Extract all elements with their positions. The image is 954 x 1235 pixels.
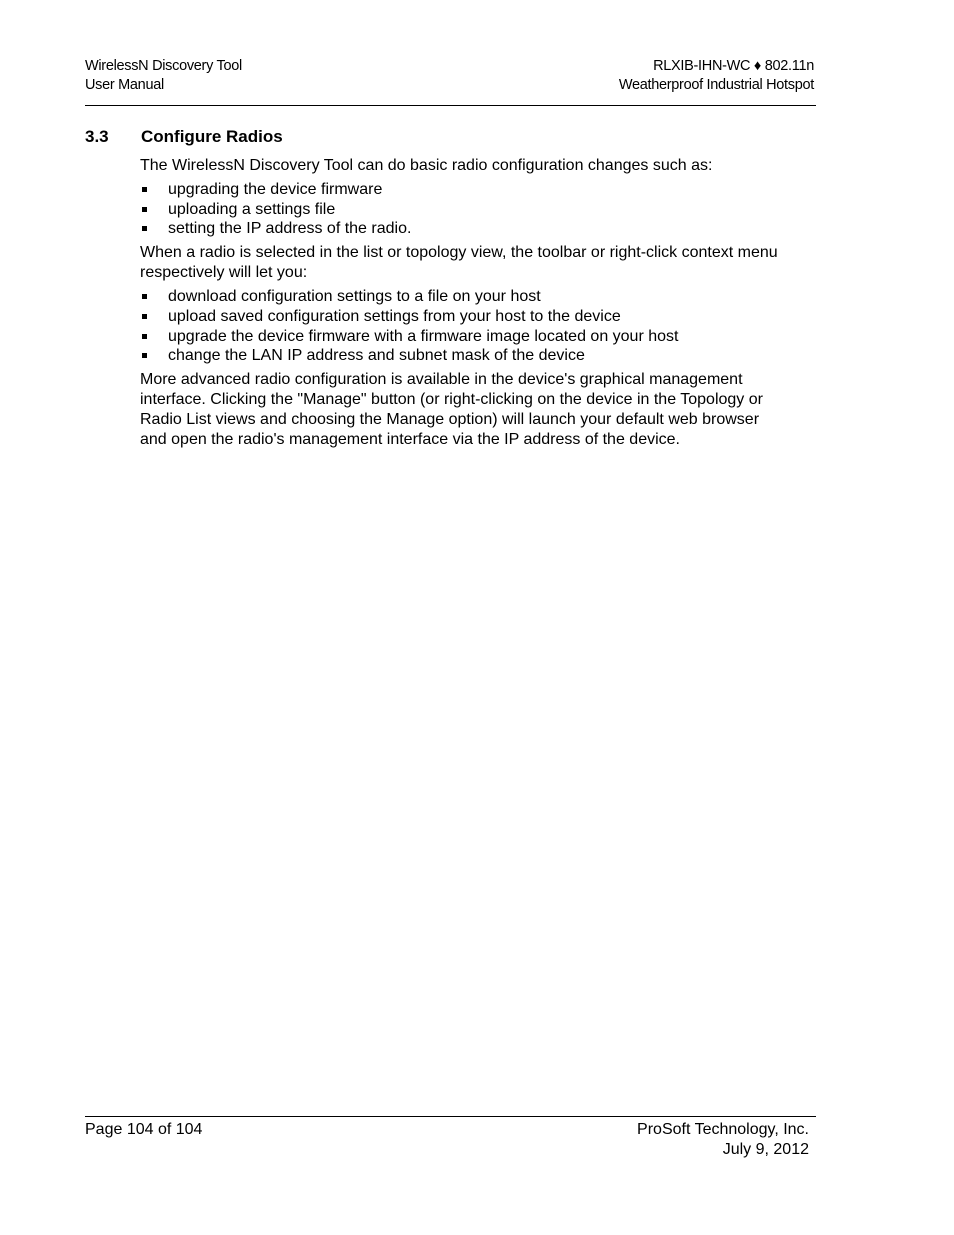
toolbar-paragraph: When a radio is selected in the list or topology view, the toolbar or right-click context menu respectively will let you: <box>140 244 778 282</box>
company-name: ProSoft Technology, Inc. <box>637 1121 809 1138</box>
list-item: uploading a settings file <box>140 200 780 220</box>
header-document-type: User Manual <box>85 77 164 93</box>
page-number: Page 104 of 104 <box>85 1121 203 1138</box>
section-title: Configure Radios <box>141 127 283 146</box>
square-bullet-icon <box>142 314 147 319</box>
square-bullet-icon <box>142 334 147 339</box>
list-item: upgrading the device firmware <box>140 180 780 200</box>
section-heading <box>85 126 283 148</box>
header-model-number: RLXIB-IHN-WC ♦ 802.11n <box>653 58 814 74</box>
square-bullet-icon <box>142 353 147 358</box>
header-product-name: WirelessN Discovery Tool <box>85 58 242 74</box>
square-bullet-icon <box>142 294 147 299</box>
list-item: upgrade the device firmware with a firmware image located on your host <box>140 327 780 347</box>
list-item: setting the IP address of the radio. <box>140 219 780 239</box>
square-bullet-icon <box>142 207 147 212</box>
page-footer <box>85 1116 816 1158</box>
basic-config-list <box>140 180 780 239</box>
header-product-description: Weatherproof Industrial Hotspot <box>618 77 814 93</box>
square-bullet-icon <box>142 226 147 231</box>
footer-right <box>637 1120 809 1160</box>
toolbar-actions-list <box>140 287 780 366</box>
intro-paragraph: The WirelessN Discovery Tool can do basic radio configuration changes such as: <box>140 157 713 174</box>
section-content <box>140 156 780 454</box>
list-item: upload saved configuration settings from your host to the device <box>140 307 780 327</box>
list-item: change the LAN IP address and subnet mask of the device <box>140 346 780 366</box>
list-item: download configuration settings to a file on your host <box>140 287 780 307</box>
publication-date: July 9, 2012 <box>722 1141 809 1158</box>
advanced-config-paragraph: More advanced radio configuration is available in the device's graphical management interface. Clicking the "Manage" button (or right-clicking on the device in the Topology or Radio List views and choosing the Manage option) will launch your default web browser and open the radio's management interface via the IP address of the device. <box>140 370 763 448</box>
square-bullet-icon <box>142 187 147 192</box>
page-header <box>85 57 816 106</box>
section-number: 3.3 <box>85 127 109 146</box>
